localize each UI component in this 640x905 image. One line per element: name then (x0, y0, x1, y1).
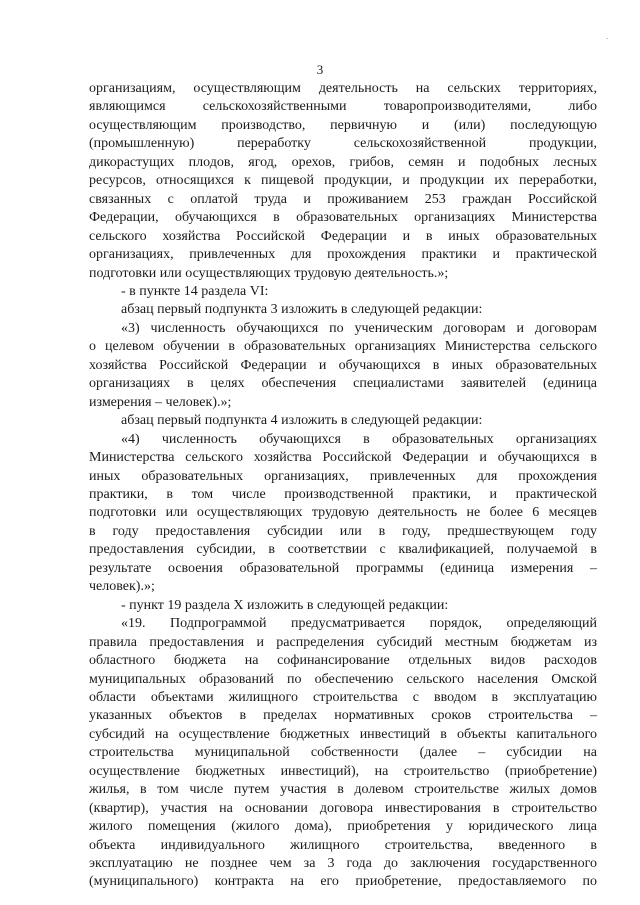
text-line: Федерации, обучающихся в образовательных организациях Министерства (89, 210, 597, 226)
text-line: дикорастущих плодов, ягод, орехов, грибов, семян и подобных лесных (89, 154, 597, 170)
text-line: сельского хозяйства Российской Федерации и в иных образовательных (89, 228, 597, 244)
text-line: субсидий на осуществление бюджетных инвестиций в объекты капитального (89, 726, 597, 742)
text-line: подготовки или осуществляющих трудовую деятельность.»; (89, 265, 449, 281)
text-line: правила предоставления и распределения субсидий местным бюджетам из (89, 634, 597, 650)
text-line: абзац первый подпункта 4 изложить в следующей редакции: (121, 413, 483, 429)
text-line: абзац первый подпункта 3 изложить в следующей редакции: (121, 302, 483, 318)
text-line: «3) численность обучающихся по ученическим договорам и договорам (121, 320, 597, 336)
text-line: жилого помещения (жилого дома), приобретения у юридического лица (89, 819, 597, 835)
text-line: - пункт 19 раздела X изложить в следующей редакции: (121, 597, 449, 613)
text-line: (промышленную) переработку сельскохозяйственной продукции, (89, 136, 597, 152)
text-line: в году предоставления субсидии или в году, предшествующем году (89, 523, 597, 539)
text-line: эксплуатацию не позднее чем за 3 года до заключения государственного (89, 856, 597, 872)
text-line: строительства муниципальной собственности (далее – субсидии на (89, 745, 597, 761)
text-line: осуществляющим производство, первичную и (или) последующую (89, 117, 597, 133)
text-line: «4) численность обучающихся в образовательных организациях (121, 431, 597, 447)
text-line: организациях в целях обеспечения специалистами заявителей (единица (89, 376, 597, 392)
text-line: «19. Подпрограммой предусматривается порядок, определяющий (121, 616, 597, 632)
text-line: практики, в том числе производственной практики, и практической (89, 486, 597, 502)
text-line: (муниципального) контракта на его приобретение, предоставляемого по (89, 874, 597, 890)
text-line: организациям, осуществляющим деятельность на сельских территориях, (89, 81, 597, 96)
text-line: связанных с оплатой труда и проживанием 253 граждан Российской (89, 191, 597, 207)
text-line: подготовки или осуществляющих трудовую деятельность не более 6 месяцев (89, 505, 597, 521)
text-line: осуществление бюджетных инвестиций), на строительство (приобретение) (89, 763, 597, 779)
scan-edge-mark (606, 38, 608, 39)
page-number: 3 (316, 62, 324, 77)
text-line: - в пункте 14 раздела VI: (121, 283, 269, 299)
text-line: организациях, привлеченных для прохождения практики и практической (89, 247, 597, 263)
document-text (89, 80, 597, 892)
text-line: Министерства сельского хозяйства Российской Федерации и обучающихся в (89, 450, 597, 466)
text-line: хозяйства Российской Федерации и обучающихся в иных образовательных (89, 357, 597, 373)
text-line: человек).»; (89, 579, 155, 595)
text-line: области объектами жилищного строительства с вводом в эксплуатацию (89, 689, 597, 705)
text-line: иных образовательных организациях, привлеченных для прохождения (89, 468, 597, 484)
text-line: являющимся сельскохозяйственными товаропроизводителями, либо (89, 99, 597, 115)
text-line: результате освоения образовательной программы (единица измерения – (89, 560, 597, 576)
text-line: объекта индивидуального жилищного строительства, введенного в (89, 837, 597, 853)
text-line: о целевом обучении в образовательных организациях Министерства сельского (89, 339, 597, 355)
text-line: указанных объектов в пределах нормативных сроков строительства – (89, 708, 597, 724)
text-line: жилья, в том числе путем участия в долевом строительстве жилых домов (89, 782, 597, 798)
text-line: ресурсов, относящихся к пищевой продукции, и продукции их переработки, (89, 173, 597, 189)
text-line: муниципальных образований по обеспечению сельского населения Омской (89, 671, 597, 687)
text-line: (квартир), участия на основании договора инвестирования в строительство (89, 800, 597, 816)
text-line: предоставления субсидии, в соответствии с квалификацией, получаемой в (89, 542, 597, 558)
text-line: областного бюджета на софинансирование отдельных видов расходов (89, 653, 597, 669)
text-line: измерения – человек).»; (89, 394, 232, 410)
